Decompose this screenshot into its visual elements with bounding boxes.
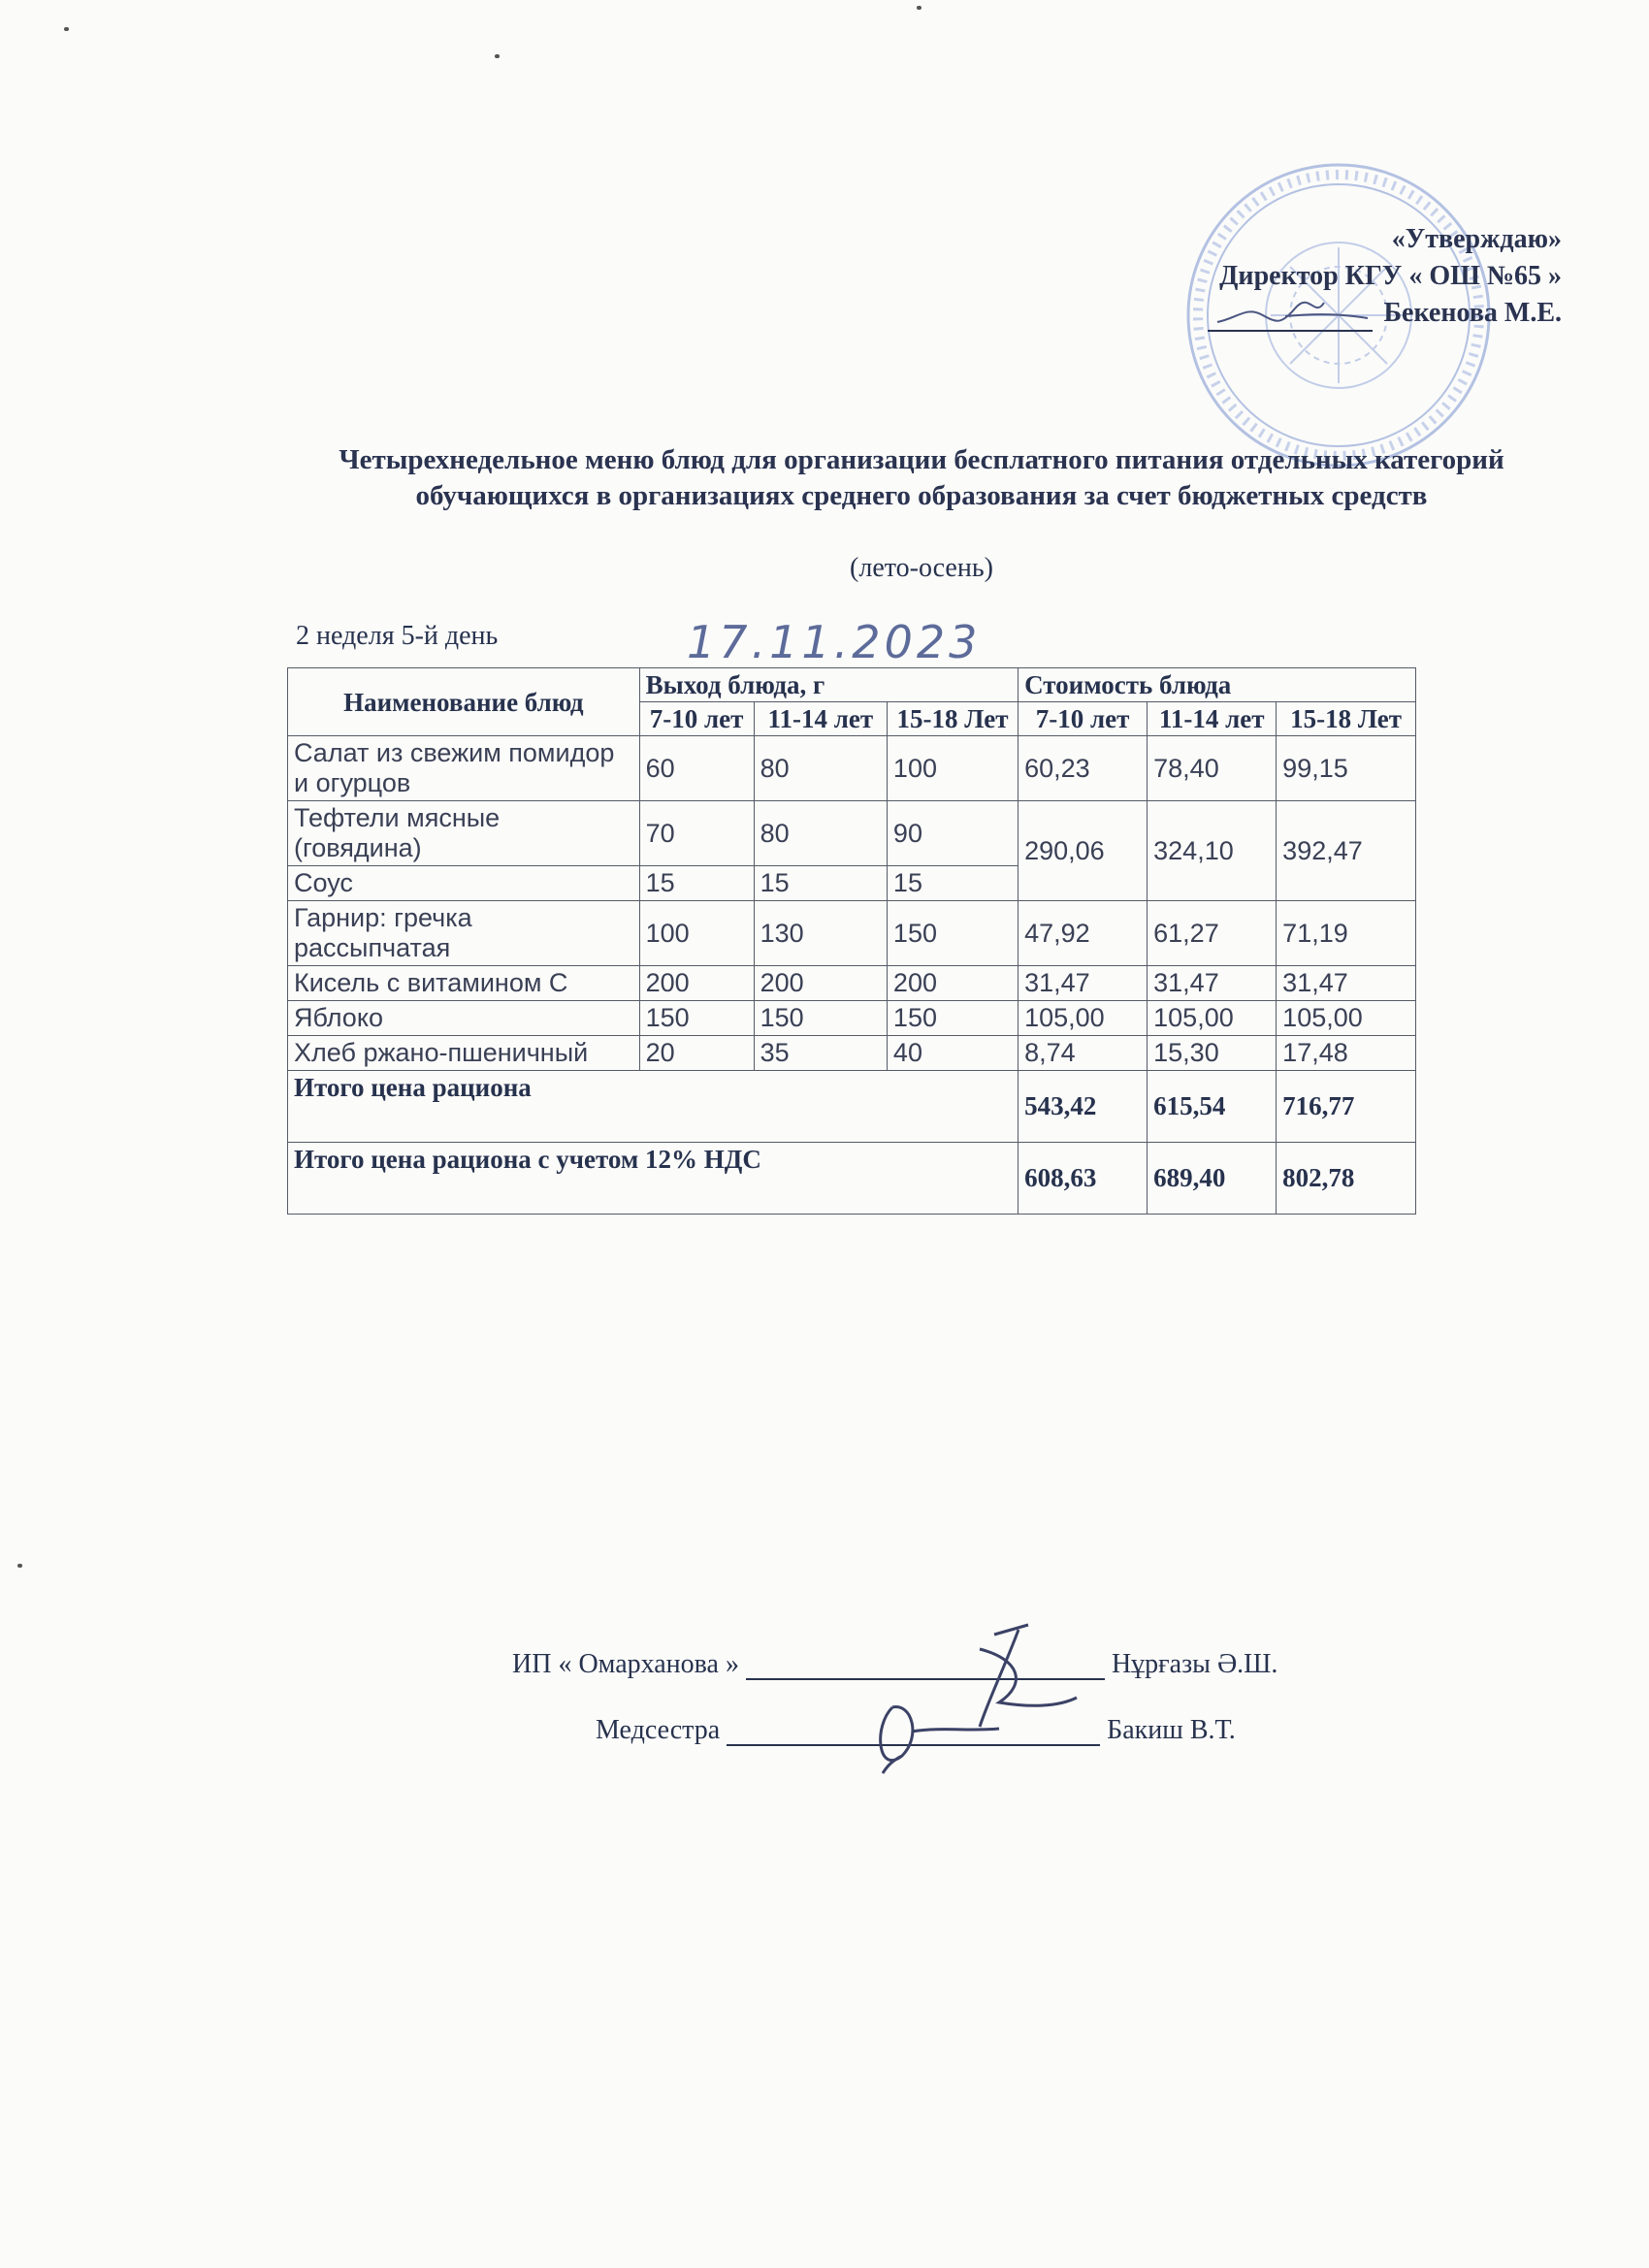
cost-cell: 392,47 — [1277, 801, 1416, 901]
dish-name: Тефтели мясные (говядина) — [288, 801, 640, 866]
yield-cell: 35 — [754, 1036, 887, 1071]
yield-cell: 15 — [887, 866, 1018, 901]
cost-cell: 31,47 — [1148, 966, 1277, 1001]
table-row — [288, 1036, 1416, 1071]
day-label: 2 неделя 5-й день — [296, 621, 499, 651]
yield-cell: 80 — [754, 736, 887, 801]
yield-cell: 100 — [887, 736, 1018, 801]
total-vat-value: 608,63 — [1018, 1143, 1148, 1215]
total-label: Итого цена рациона — [288, 1071, 1018, 1143]
yield-cell: 15 — [639, 866, 754, 901]
header-yield: Выход блюда, г — [639, 668, 1018, 702]
header-yield-age: 15-18 Лет — [887, 702, 1018, 736]
cost-cell: 61,27 — [1148, 901, 1277, 966]
cost-cell: 17,48 — [1277, 1036, 1416, 1071]
yield-cell: 20 — [639, 1036, 754, 1071]
yield-cell: 70 — [639, 801, 754, 866]
cost-cell: 99,15 — [1277, 736, 1416, 801]
total-vat-label: Итого цена рациона с учетом 12% НДС — [288, 1143, 1018, 1215]
table-row — [288, 801, 1416, 866]
scan-speck — [17, 1564, 22, 1568]
header-cost-age: 15-18 Лет — [1277, 702, 1416, 736]
nurse-label: Медсестра — [596, 1715, 721, 1745]
cost-cell: 105,00 — [1148, 1001, 1277, 1036]
yield-cell: 150 — [639, 1001, 754, 1036]
scan-speck — [64, 27, 69, 31]
handwritten-signatures — [834, 1610, 1106, 1775]
dish-name: Соус — [288, 866, 640, 901]
scan-speck — [495, 54, 500, 58]
menu-table — [287, 667, 1416, 1215]
table-row — [288, 901, 1416, 966]
yield-cell: 150 — [887, 901, 1018, 966]
header-yield-age: 11-14 лет — [754, 702, 887, 736]
approval-title: «Утверждаю» — [1391, 224, 1562, 254]
cost-cell: 105,00 — [1277, 1001, 1416, 1036]
director-signature — [1208, 297, 1373, 326]
director-name: Бекенова М.Е. — [1383, 298, 1562, 328]
dish-name: Хлеб ржано-пшеничный — [288, 1036, 640, 1071]
total-vat-value: 689,40 — [1148, 1143, 1277, 1215]
dish-name: Яблоко — [288, 1001, 640, 1036]
yield-cell: 200 — [639, 966, 754, 1001]
scan-speck — [917, 6, 922, 10]
dish-name: Салат из свежим помидор и огурцов — [288, 736, 640, 801]
header-cost-age: 11-14 лет — [1148, 702, 1277, 736]
handwritten-date-text: 17.11.2023 — [687, 616, 982, 668]
total-vat-row — [288, 1143, 1416, 1215]
yield-cell: 40 — [887, 1036, 1018, 1071]
supplier-label: ИП « Омарханова » — [512, 1649, 739, 1679]
cost-cell: 71,19 — [1277, 901, 1416, 966]
header-cost: Стоимость блюда — [1018, 668, 1416, 702]
supplier-name: Нұрғазы Ә.Ш. — [1111, 1649, 1278, 1679]
yield-cell: 100 — [639, 901, 754, 966]
yield-cell: 200 — [754, 966, 887, 1001]
cost-cell: 8,74 — [1018, 1036, 1148, 1071]
document-title: Четырехнедельное меню блюд для организации бесплатного питания отдельных категорий обучающихся в организациях среднего образования за счет бюджетных средств — [339, 444, 1504, 511]
cost-cell: 105,00 — [1018, 1001, 1148, 1036]
header-row — [288, 668, 1416, 702]
yield-cell: 90 — [887, 801, 1018, 866]
cost-cell: 47,92 — [1018, 901, 1148, 966]
total-value: 615,54 — [1148, 1071, 1277, 1143]
cost-cell: 78,40 — [1148, 736, 1277, 801]
season-label: (лето-осень) — [850, 553, 993, 583]
nurse-name: Бакиш В.Т. — [1107, 1715, 1236, 1745]
header-dish-name: Наименование блюд — [288, 668, 640, 736]
header-cost-age: 7-10 лет — [1018, 702, 1148, 736]
table-row — [288, 966, 1416, 1001]
yield-cell: 80 — [754, 801, 887, 866]
approval-signature-row — [970, 295, 1562, 332]
total-vat-value: 802,78 — [1277, 1143, 1416, 1215]
yield-cell: 150 — [754, 1001, 887, 1036]
handwritten-date — [679, 611, 982, 669]
yield-cell: 150 — [887, 1001, 1018, 1036]
cost-cell: 31,47 — [1018, 966, 1148, 1001]
yield-cell: 200 — [887, 966, 1018, 1001]
table-row — [288, 736, 1416, 801]
dish-name: Кисель с витамином С — [288, 966, 640, 1001]
table-row — [288, 1001, 1416, 1036]
approval-block — [970, 221, 1562, 332]
cost-cell: 324,10 — [1148, 801, 1277, 901]
header-yield-age: 7-10 лет — [639, 702, 754, 736]
yield-cell: 60 — [639, 736, 754, 801]
cost-cell: 31,47 — [1277, 966, 1416, 1001]
cost-cell: 60,23 — [1018, 736, 1148, 801]
total-value: 543,42 — [1018, 1071, 1148, 1143]
total-value: 716,77 — [1277, 1071, 1416, 1143]
approval-position: Директор КГУ « ОШ №65 » — [1219, 261, 1562, 291]
approval-signature-line — [1208, 303, 1373, 332]
yield-cell: 130 — [754, 901, 887, 966]
yield-cell: 15 — [754, 866, 887, 901]
cost-cell: 15,30 — [1148, 1036, 1277, 1071]
cost-cell: 290,06 — [1018, 801, 1148, 901]
total-row — [288, 1071, 1416, 1143]
dish-name: Гарнир: гречка рассыпчатая — [288, 901, 640, 966]
